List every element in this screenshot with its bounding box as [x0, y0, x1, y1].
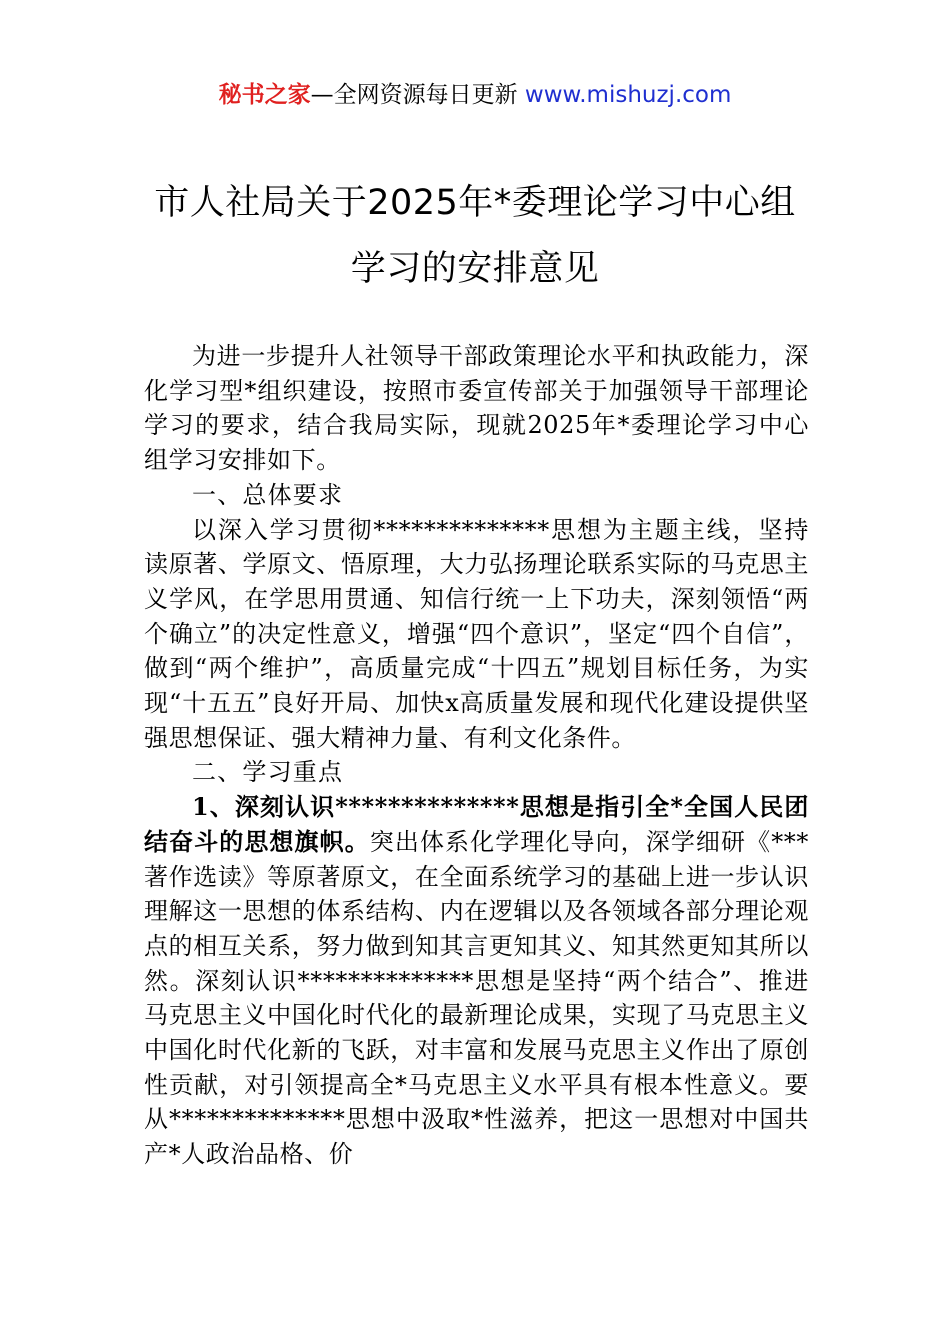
item-1-body-text: 突出体系化学理化导向，深学细研《***著作选读》等原著原文，在全面系统学习的基础上进一步认识理解这一思想的体系结构、内在逻辑以及各领域各部分理论观点的相互关系，努力做到知其言更知其义、知其然更知其所以然。深刻认识**************思想是坚持“两个结合”、推进马克思主义中国化时代化的最新理论成果，实现了马克思主义中国化时代化新的飞跃，对丰富和发展马克思主义作出了原创性贡献，对引领提高全*马克思主义水平具有根本性意义。要从**************思想中汲取*性滋养，把这一思想对中国共产*人政治品格、价 — [144, 827, 809, 1169]
section-heading-2: 二、学习重点 — [192, 758, 344, 787]
document-title-line-2: 学习的安排意见 — [350, 249, 600, 289]
section-heading-1: 一、总体要求 — [192, 480, 344, 509]
site-header — [0, 78, 950, 112]
site-brand: 秘书之家 — [218, 82, 311, 108]
intro-paragraph: 为进一步提升人社领导干部政策理论水平和执政能力，深化学习型*组织建设，按照市委宣传部关于加强领导干部理论学习的要求，结合我局实际，现就2025年*委理论学习中心组学习安排如下。 — [144, 342, 809, 475]
site-url-link[interactable]: www.mishuzj.com — [524, 82, 732, 108]
document-body — [144, 339, 809, 1172]
document-title-line-1: 市人社局关于2025年*委理论学习中心组 — [154, 183, 796, 223]
section-1-paragraph: 以深入学习贯彻**************思想为主题主线，坚持读原著、学原文、悟原理，大力弘扬理论联系实际的马克思主义学风，在学思用贯通、知信行统一上下功夫，深刻领悟“两个确立”的决定性意义，增强“四个意识”，坚定“四个自信”，做到“两个维护”，高质量完成“十四五”规划目标任务，为实现“十五五”良好开局、加快x高质量发展和现代化建设提供坚强思想保证、强大精神力量、有利文化条件。 — [144, 515, 809, 752]
item-1-bold-lead: 1、深刻认识**************思想是指引全*全国人民团结奋斗的思想旗帜。 — [144, 792, 809, 856]
site-tagline: —全网资源每日更新 — [310, 82, 525, 108]
item-1-paragraph — [144, 790, 809, 1172]
